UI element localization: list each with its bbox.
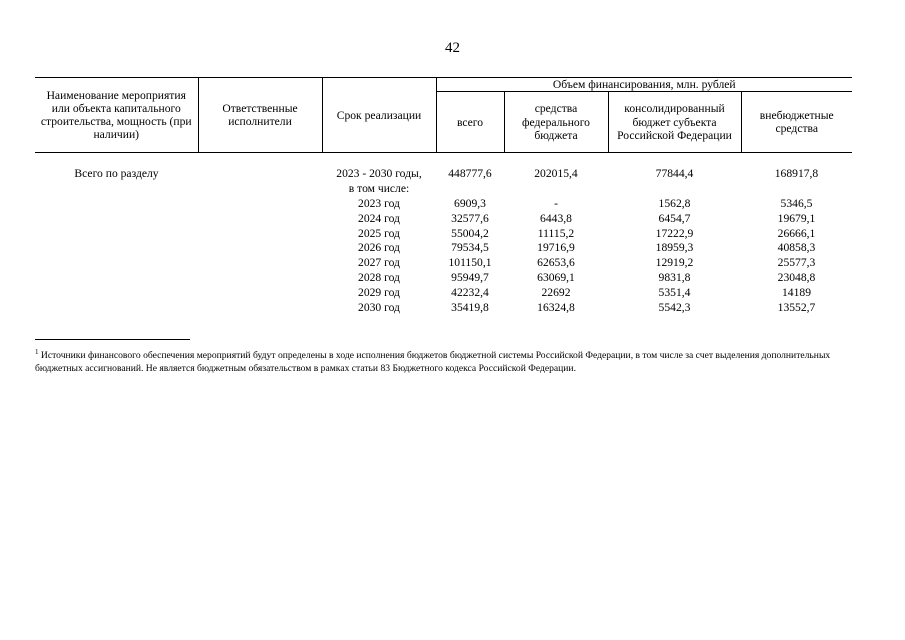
row-extra: 5346,5: [780, 196, 813, 210]
row-responsible: [198, 271, 322, 286]
row-federal: 6443,8: [540, 211, 572, 225]
row-extra: 14189: [782, 285, 811, 299]
header-regional: консолидированный бюджет субъекта Российской Федерации: [608, 92, 741, 153]
row-name: [35, 271, 198, 286]
row-extra: 23048,8: [777, 270, 816, 284]
row-responsible: [198, 227, 322, 242]
row-responsible: [198, 301, 322, 316]
summary-note-row: [35, 182, 852, 197]
row-extra: 40858,3: [777, 241, 816, 255]
row-total: 55004,2: [451, 226, 489, 240]
row-total: 79534,5: [451, 241, 489, 255]
header-total: всего: [436, 92, 504, 153]
footnote-divider: [35, 339, 190, 340]
table-row: [35, 256, 852, 271]
header-funding-group: Объем финансирования, млн. рублей: [436, 78, 852, 92]
footnote-text: Источники финансового обеспечения мероприятий будут определены в ходе исполнения бюджетов бюджетной системы Российской Федерации, в том числе за счет выделения дополнительных бюджетных ассигнований. Не является бюджетным обязательством в рамках статьи 83 Бюджетного кодекса Российской Федерации.: [35, 350, 831, 375]
row-year: 2023 год: [358, 196, 400, 210]
row-federal: 11115,2: [537, 226, 575, 240]
summary-period: 2023 - 2030 годы,: [336, 167, 422, 181]
header-name: Наименование мероприятия или объекта капитального строительства, мощность (при наличии): [35, 78, 198, 153]
summary-extra: 168917,8: [774, 167, 819, 181]
row-total: 35419,8: [451, 300, 489, 314]
row-name: [35, 256, 198, 271]
row-regional: 9831,8: [658, 270, 691, 284]
row-year: 2024 год: [358, 211, 400, 225]
row-year: 2027 год: [358, 256, 400, 270]
summary-regional: 77844,4: [655, 167, 694, 181]
header-federal: средства федерального бюджета: [504, 92, 608, 153]
row-total: 32577,6: [451, 211, 489, 225]
row-federal: 62653,6: [537, 256, 575, 270]
row-year: 2025 год: [358, 226, 400, 240]
row-name: [35, 241, 198, 256]
row-regional: 5542,3: [658, 300, 691, 314]
row-responsible: [198, 256, 322, 271]
row-year: 2029 год: [358, 285, 400, 299]
row-year: 2030 год: [358, 300, 400, 314]
table-row: [35, 197, 852, 212]
row-name: [35, 301, 198, 316]
row-regional: 6454,7: [658, 211, 691, 225]
table-row: [35, 227, 852, 242]
row-year: 2028 год: [358, 270, 400, 284]
row-name: [35, 227, 198, 242]
footnote-marker: 1: [35, 347, 39, 356]
table-row: [35, 301, 852, 316]
row-responsible: [198, 212, 322, 227]
header-extra: внебюджетные средства: [741, 92, 852, 153]
row-total: 6909,3: [454, 196, 486, 210]
footnote: [35, 349, 855, 376]
row-regional: 1562,8: [658, 196, 691, 210]
row-federal: 63069,1: [537, 270, 575, 284]
row-regional: 5351,4: [658, 285, 691, 299]
summary-period-note: в том числе:: [348, 182, 410, 196]
row-responsible: [198, 286, 322, 301]
financing-table: [35, 77, 852, 315]
row-extra: 13552,7: [777, 300, 816, 314]
row-name: [35, 197, 198, 212]
row-extra: 26666,1: [777, 226, 816, 240]
row-total: 42232,4: [451, 285, 489, 299]
row-federal: 22692: [541, 285, 571, 299]
row-regional: 12919,2: [655, 256, 694, 270]
row-extra: 19679,1: [777, 211, 816, 225]
summary-total: 448777,6: [448, 167, 492, 181]
header-responsible: Ответственные исполнители: [198, 78, 322, 153]
row-responsible: [198, 241, 322, 256]
table-row: [35, 241, 852, 256]
row-federal: 16324,8: [537, 300, 575, 314]
header-period: Срок реализации: [322, 78, 436, 153]
row-name: [35, 212, 198, 227]
row-name: [35, 286, 198, 301]
row-regional: 17222,9: [655, 226, 694, 240]
row-total: 101150,1: [448, 256, 492, 270]
row-extra: 25577,3: [777, 256, 816, 270]
table-row: [35, 286, 852, 301]
row-year: 2026 год: [358, 241, 400, 255]
summary-responsible: [198, 153, 322, 182]
row-federal: 19716,9: [537, 241, 575, 255]
row-regional: 18959,3: [655, 241, 694, 255]
page-number: 42: [445, 40, 460, 56]
summary-row: [35, 153, 852, 182]
table-row: [35, 271, 852, 286]
summary-name: Всего по разделу: [74, 167, 159, 181]
row-responsible: [198, 197, 322, 212]
row-total: 95949,7: [451, 270, 489, 284]
summary-federal: 202015,4: [534, 167, 578, 181]
table-row: [35, 212, 852, 227]
row-federal: -: [554, 196, 558, 210]
